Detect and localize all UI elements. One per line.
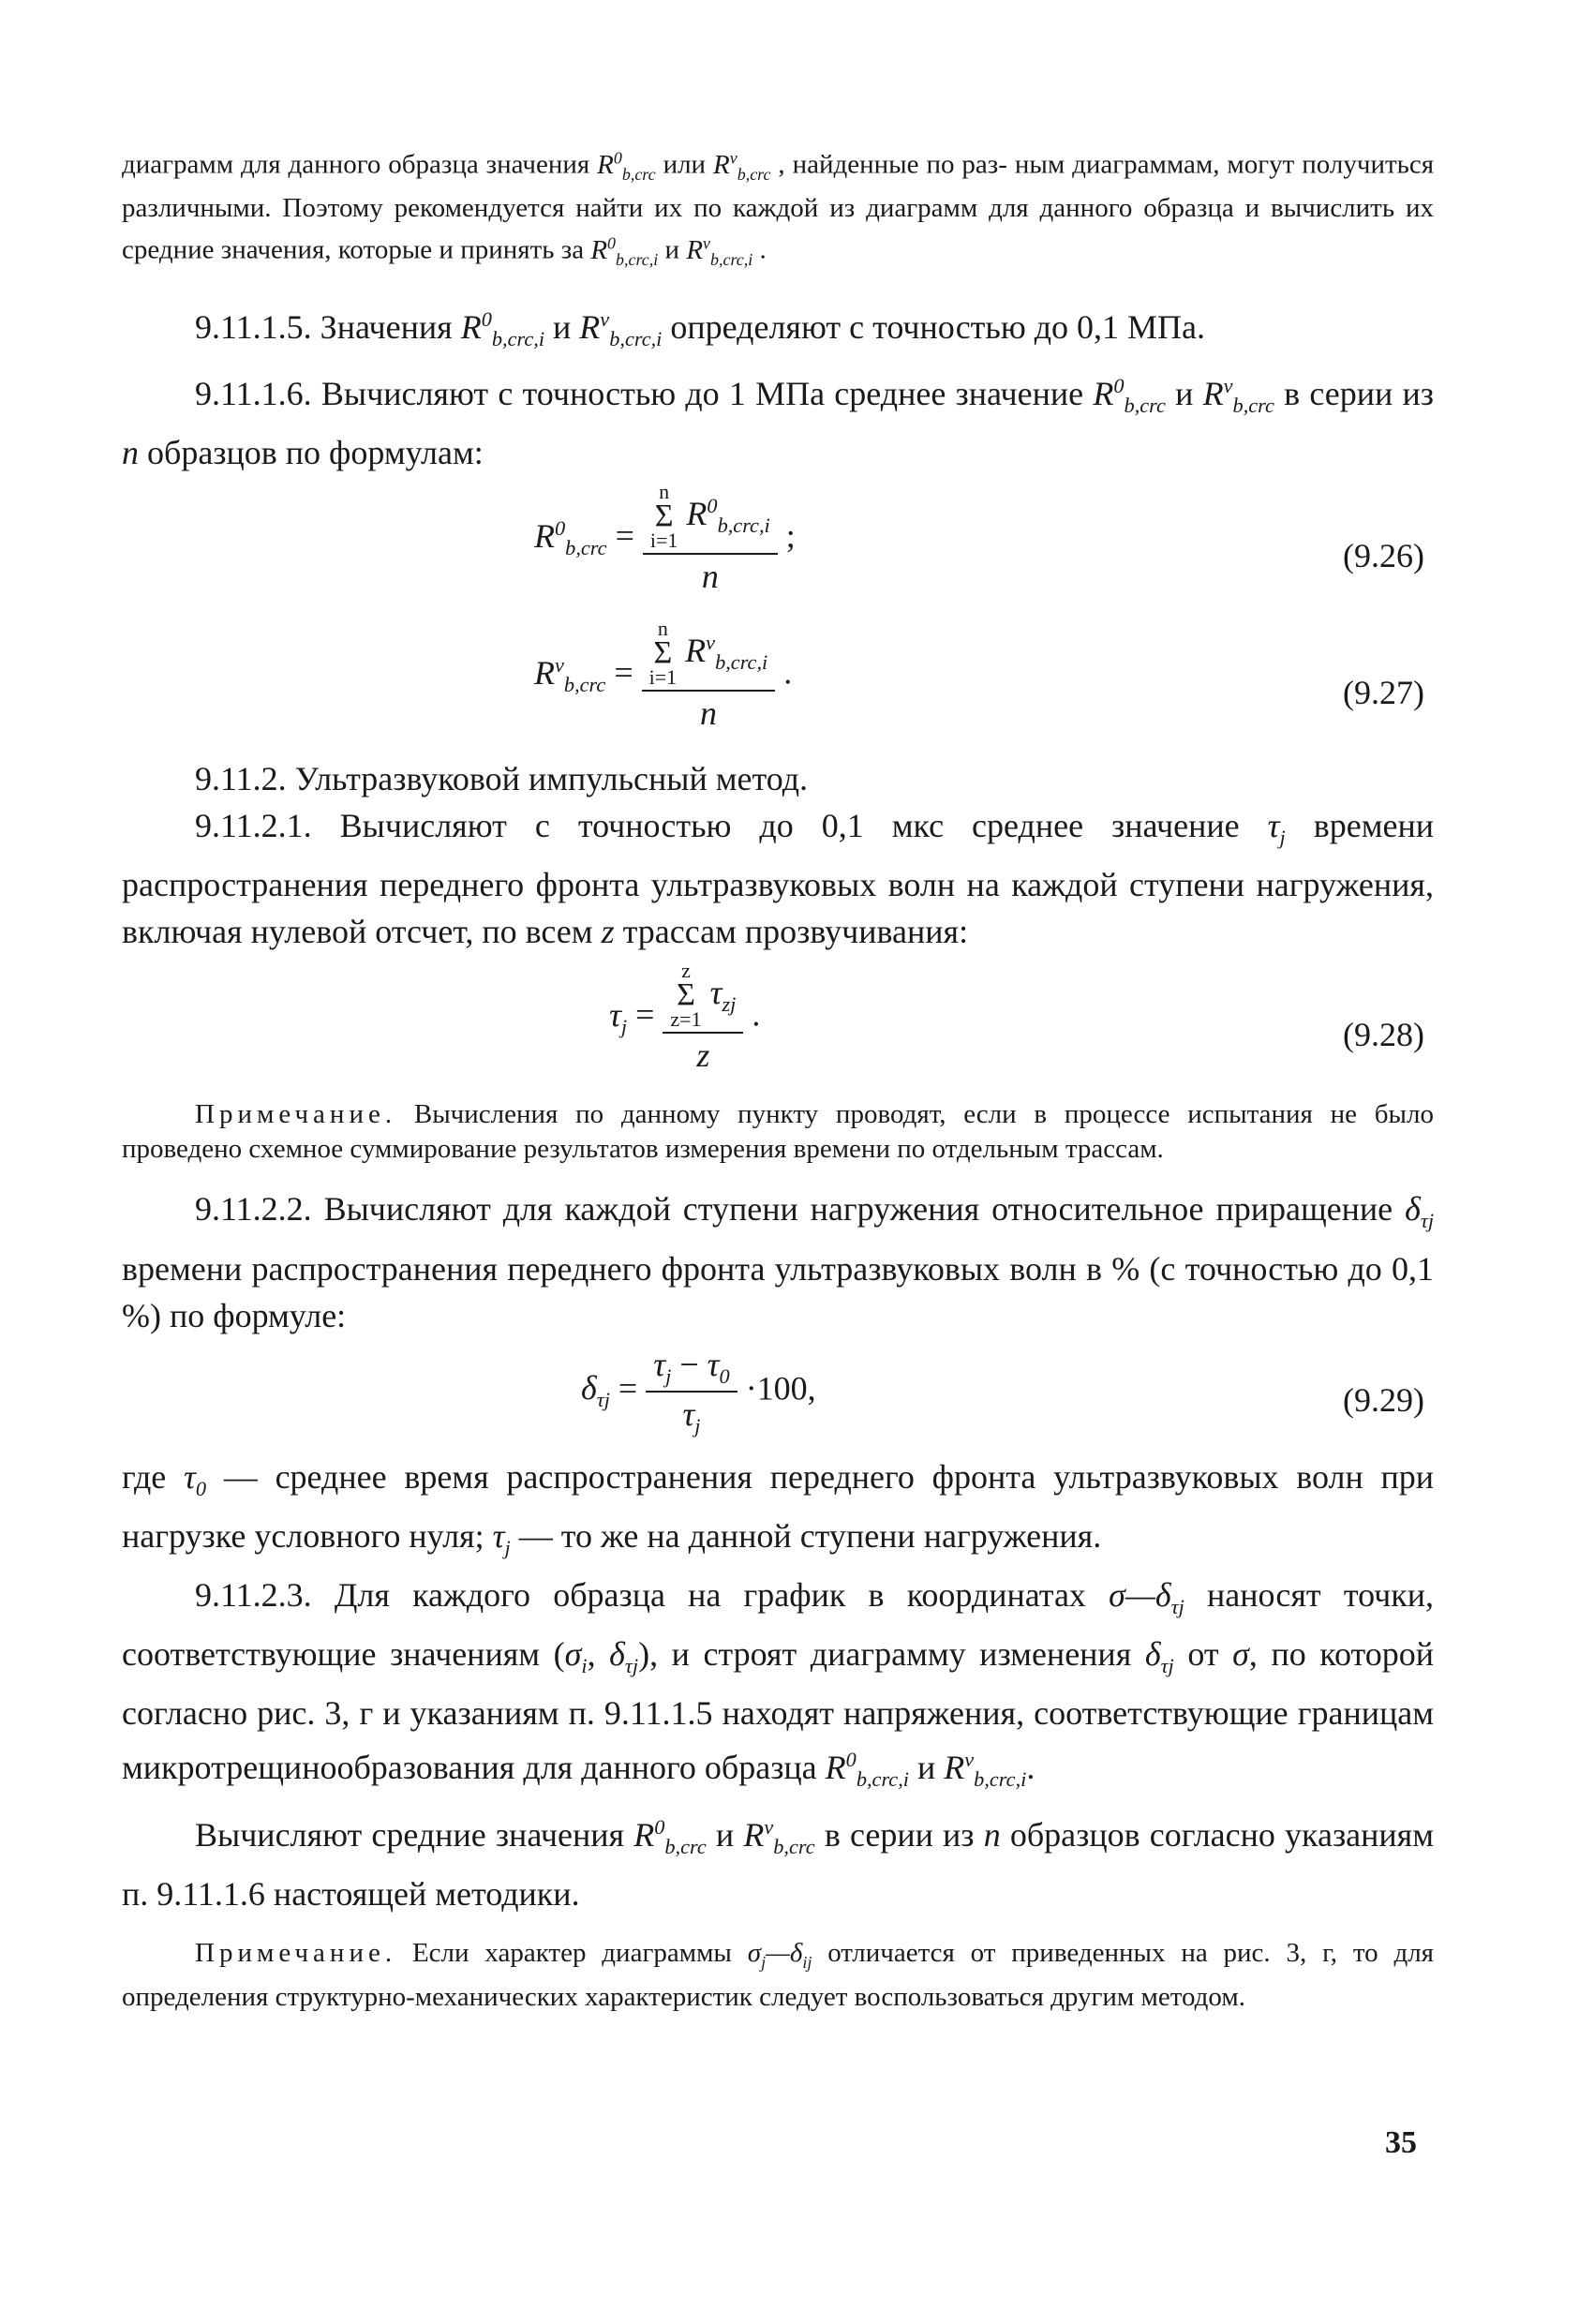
paragraph-9-11-1-6: 9.11.1.6. Вычисляют с точностью до 1 МПа среднее значение $R^0_{b,crc}$ и $R^v_{b,crc}$ в серии из n образцов по формулам: [122, 374, 1435, 472]
intro-paragraph: диаграмм для данного образца значения $R^0_{b,crc}$ или $R^v_{b,crc}$ , найденные по раз- ным диаграммам, могут получиться различными. Поэтому рекомендуется найти их по каждой из диаграмм для данного образца и вычислить их средние значения, которые и принять за $R^0_{b,crc,i}$ и $R^v_{b,crc,i}$ . [122, 148, 1435, 269]
formula-9-26: $R^0_{b,crc}$ = n Σ i=1 $R^0_{b,crc,i}$ n ; (9.26) [534, 480, 1424, 596]
formula-number: (9.26) [1343, 537, 1424, 575]
note-1: Примечание. Вычисления по данному пункту проводят, если в процессе испытания не было проведено схемное суммирование результатов измерения времени по отдельным трассам. [122, 1099, 1435, 1165]
formula-number: (9.28) [1343, 1016, 1424, 1054]
formula-9-27: $R^v_{b,crc}$ = n Σ i=1 $R^v_{b,crc,i}$ n . (9.27) [534, 617, 1424, 733]
where-paragraph: где $\tau_0$ — среднее время распространения переднего фронта ультразвуковых волн при нагрузке условного нуля; $\tau_j$ — то же на данной ступени нагружения. [122, 1457, 1435, 1560]
document-page [122, 141, 1434, 2015]
note-2: Примечание. Если характер диаграммы $\sigma_j—\delta_{ij}$ отличается от приведенных на рис. 3, г, то для определения структурно-механических характеристик следует воспользоваться другим методом. [122, 1937, 1435, 2012]
paragraph-9-11-2-3: 9.11.2.3. Для каждого образца на график в координатах $\sigma—\delta_{\tau j}$ наносят точки, соответствующие значениям ($\sigma_i$, $\delta_{\tau j}$), и строят диаграмму изменения $\delta_{\tau j}$ от σ, по которой согласно рис. 3, г и указаниям п. 9.11.1.5 находят напряжения, соответствующие границам микротрещинообразования для данного образца $R^0_{b,crc,i}$ и $R^v_{b,crc,i}$. [122, 1576, 1435, 1792]
formula-number: (9.29) [1343, 1380, 1424, 1419]
formula-9-28: $\tau_j$ = z Σ z=1 $\tau_{zj}$ z . (9.28) [609, 959, 1424, 1075]
formula-number: (9.27) [1343, 674, 1424, 712]
paragraph-9-11-2: 9.11.2. Ультразвуковой импульсный метод. [195, 760, 809, 798]
paragraph-9-11-2-2: 9.11.2.2. Вычисляют для каждой ступени нагружения относительное приращение $\delta_{\tau j}$ времени распространения переднего фронта ультразвуковых волн в % (с точностью до 0,1 %) по формуле: [122, 1190, 1435, 1334]
formula-9-29: $\delta_{\tau j}$ = $\frac{\tau_j - \tau_0}{\tau_j}$ ·100, (9.29) [581, 1345, 1424, 1438]
page-number: 35 [1385, 2125, 1417, 2160]
paragraph-9-11-1-5: 9.11.1.5. Значения $R^0_{b,crc,i}$ и $R^v_{b,crc,i}$ определяют с точностью до 0,1 МПа. [195, 306, 1206, 351]
paragraph-9-11-2-1: 9.11.2.1. Вычисляют с точностью до 0,1 мкс среднее значение $\tau_j$ времени распространения переднего фронта ультразвуковых волн на каждой ступени нагружения, включая нулевой отсчет, по всем z трассам прозвучивания: [122, 807, 1434, 951]
paragraph-averages: Вычисляют средние значения $R^0_{b,crc}$ и $R^v_{b,crc}$ в серии из n образцов согласно указаниям п. 9.11.1.6 настоящей методики. [122, 1814, 1435, 1913]
